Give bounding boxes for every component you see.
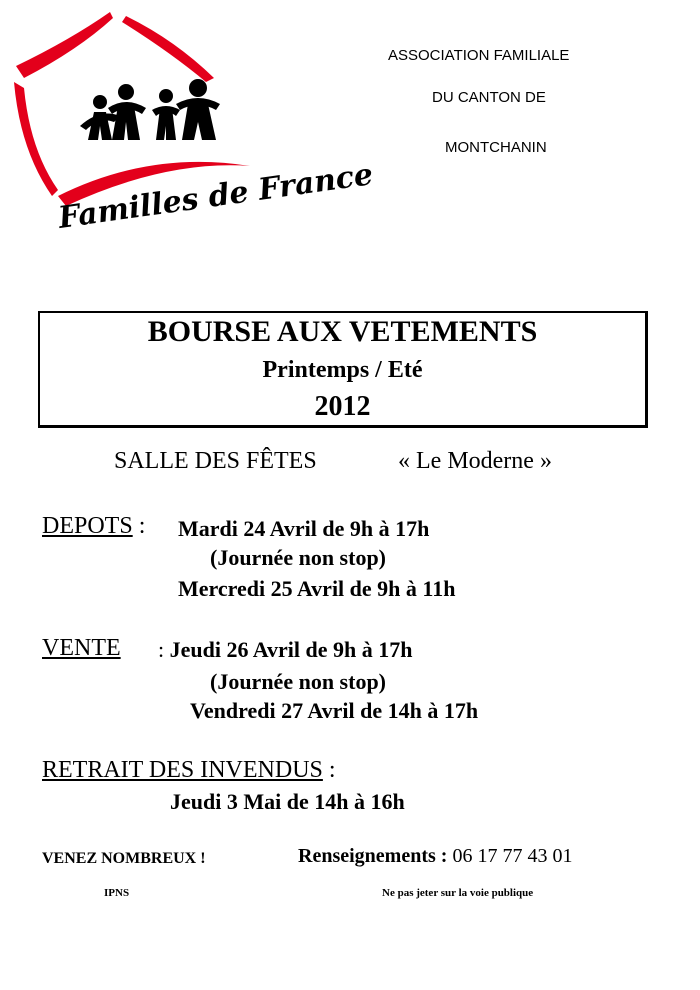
vente-line-2: (Journée non stop) — [210, 669, 387, 694]
vente-line-1 — [158, 637, 412, 663]
ipns-label: IPNS — [104, 887, 130, 899]
renseignements-row — [298, 845, 572, 868]
association-line-1: ASSOCIATION FAMILIALE — [388, 47, 570, 64]
retrait-row — [42, 757, 336, 784]
event-year: 2012 — [314, 391, 371, 422]
depots-line-3: Mercredi 25 Avril de 9h à 11h — [178, 576, 456, 601]
venue-hall: SALLE DES FÊTES — [114, 448, 317, 474]
vente-date-1: Jeudi 26 Avril de 9h à 17h — [169, 637, 413, 662]
logo-red-arc-right — [122, 16, 214, 82]
depots-label: DEPOTS — [42, 513, 133, 539]
vente-row — [42, 635, 121, 662]
logo-family-figures — [80, 79, 220, 140]
depots-line-1: Mardi 24 Avril de 9h à 17h — [178, 516, 430, 541]
logo-red-arc-left — [16, 12, 113, 78]
venez-nombreux: VENEZ NOMBREUX ! — [42, 850, 206, 867]
vente-line-3: Vendredi 27 Avril de 14h à 17h — [190, 698, 479, 723]
depots-row — [42, 513, 145, 540]
venue-name: « Le Moderne » — [398, 448, 552, 474]
vente-label: VENTE — [42, 635, 121, 661]
event-season: Printemps / Eté — [262, 357, 423, 383]
logo-red-arc-bottom — [14, 82, 58, 196]
vente-sep: : — [158, 637, 165, 662]
renseignements-label: Renseignements : — [298, 845, 448, 867]
association-line-2: DU CANTON DE — [432, 89, 546, 106]
phone-number: 06 17 77 43 01 — [452, 845, 573, 867]
familles-de-france-logo — [0, 0, 376, 250]
title-box — [38, 311, 648, 428]
event-title: BOURSE AUX VETEMENTS — [147, 315, 538, 348]
association-line-3: MONTCHANIN — [445, 139, 547, 156]
retrait-line-1: Jeudi 3 Mai de 14h à 16h — [170, 789, 405, 814]
depots-sep: : — [132, 513, 146, 539]
depots-line-2: (Journée non stop) — [210, 545, 387, 570]
retrait-sep: : — [322, 757, 336, 783]
logo-text: Familles de France — [56, 157, 376, 236]
disposal-notice: Ne pas jeter sur la voie publique — [382, 887, 534, 899]
retrait-label: RETRAIT DES INVENDUS — [42, 757, 323, 783]
